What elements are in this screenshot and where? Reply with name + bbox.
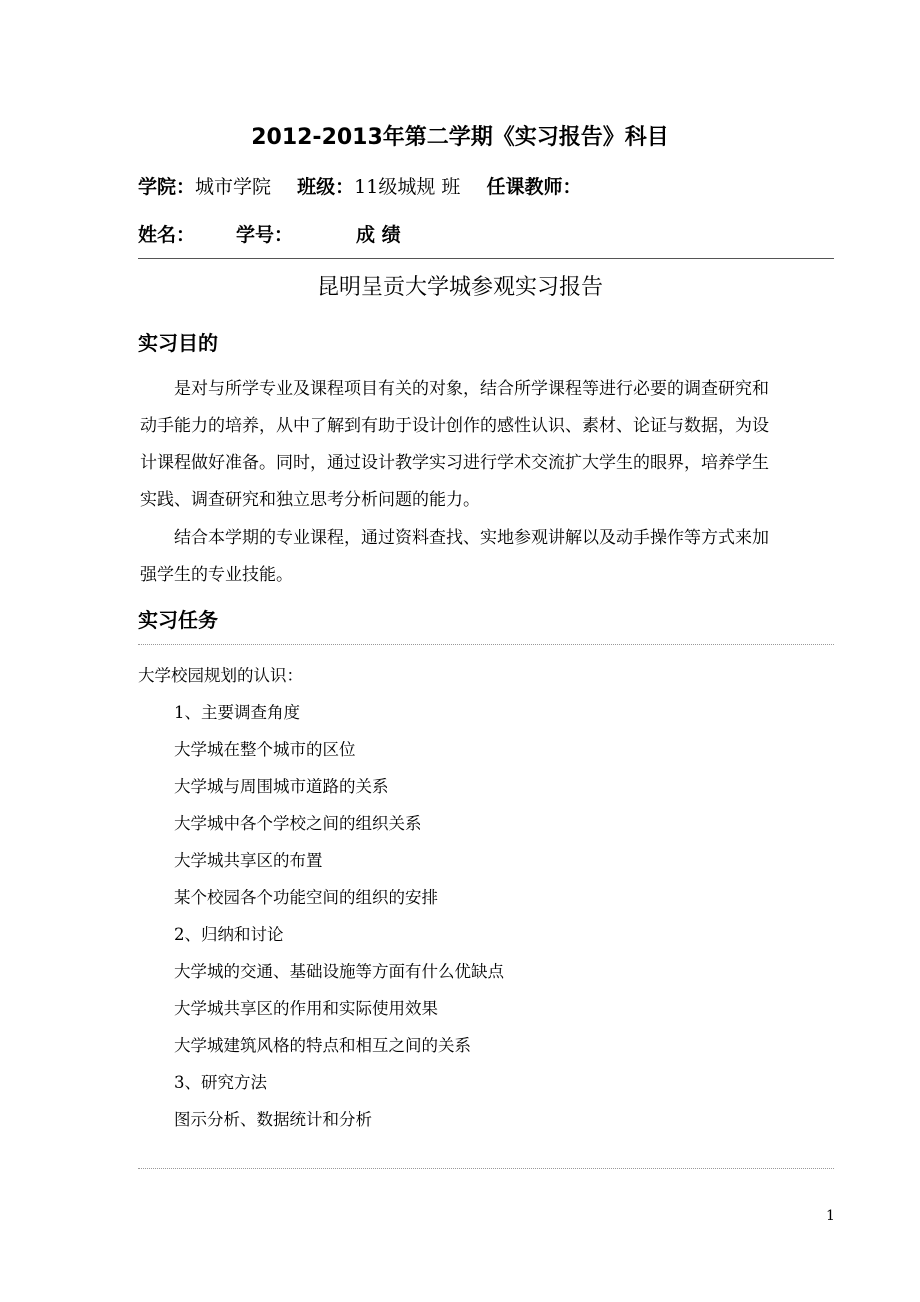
paragraph-line: 计课程做好准备。同时，通过设计教学实习进行学术交流扩大学生的眼界，培养学生 <box>140 453 769 473</box>
college-value: 城市学院 <box>195 176 272 198</box>
purpose-paragraph-1 <box>140 371 769 519</box>
list-item: 图示分析、数据统计和分析 <box>174 1110 372 1129</box>
paragraph-line: 强学生的专业技能。 <box>140 565 293 585</box>
purpose-paragraph-2 <box>140 520 769 594</box>
footer-dotted-divider <box>138 1168 834 1169</box>
paragraph-line: 实践、调查研究和独立思考分析问题的能力。 <box>140 490 480 510</box>
list-item: 1、主要调查角度 <box>174 703 300 722</box>
tasks-list <box>174 694 504 1138</box>
dotted-divider <box>138 644 834 645</box>
college-label: 学院： <box>138 176 196 198</box>
list-item: 2、归纳和讨论 <box>174 925 284 944</box>
list-item: 3、研究方法 <box>174 1073 267 1092</box>
teacher-label: 任课教师： <box>486 176 582 198</box>
class-value: 11级城规 班 <box>354 176 461 198</box>
header-info-row <box>138 172 581 199</box>
list-item: 大学城共享区的布置 <box>174 851 323 870</box>
section-heading-purpose: 实习目的 <box>138 331 218 355</box>
page-number: 1 <box>826 1208 835 1224</box>
list-item: 大学城中各个学校之间的组织关系 <box>174 814 422 833</box>
student-id-label: 学号： <box>236 224 294 246</box>
section-heading-tasks: 实习任务 <box>138 608 218 632</box>
paragraph-line: 是对与所学专业及课程项目有关的对象，结合所学课程等进行必要的调查研究和 <box>174 379 769 399</box>
list-item: 大学城的交通、基础设施等方面有什么优缺点 <box>174 962 504 981</box>
document-title: 2012-2013年第二学期《实习报告》科目 <box>251 125 669 150</box>
list-item: 大学城与周围城市道路的关系 <box>174 777 389 796</box>
paragraph-line: 结合本学期的专业课程，通过资料查找、实地参观讲解以及动手操作等方式来加 <box>174 528 769 548</box>
student-name-label: 姓名： <box>138 224 196 246</box>
paragraph-line: 动手能力的培养，从中了解到有助于设计创作的感性认识、素材、论证与数据，为设 <box>140 416 769 436</box>
list-item: 某个校园各个功能空间的组织的安排 <box>174 888 438 907</box>
list-item: 大学城建筑风格的特点和相互之间的关系 <box>174 1036 471 1055</box>
list-item: 大学城在整个城市的区位 <box>174 740 356 759</box>
score-label: 成 绩 <box>356 224 401 246</box>
tasks-intro: 大学校园规划的认识： <box>138 666 303 685</box>
header-divider <box>138 258 834 259</box>
class-label: 班级： <box>297 176 355 198</box>
list-item: 大学城共享区的作用和实际使用效果 <box>174 999 438 1018</box>
report-title: 昆明呈贡大学城参观实习报告 <box>316 275 603 300</box>
